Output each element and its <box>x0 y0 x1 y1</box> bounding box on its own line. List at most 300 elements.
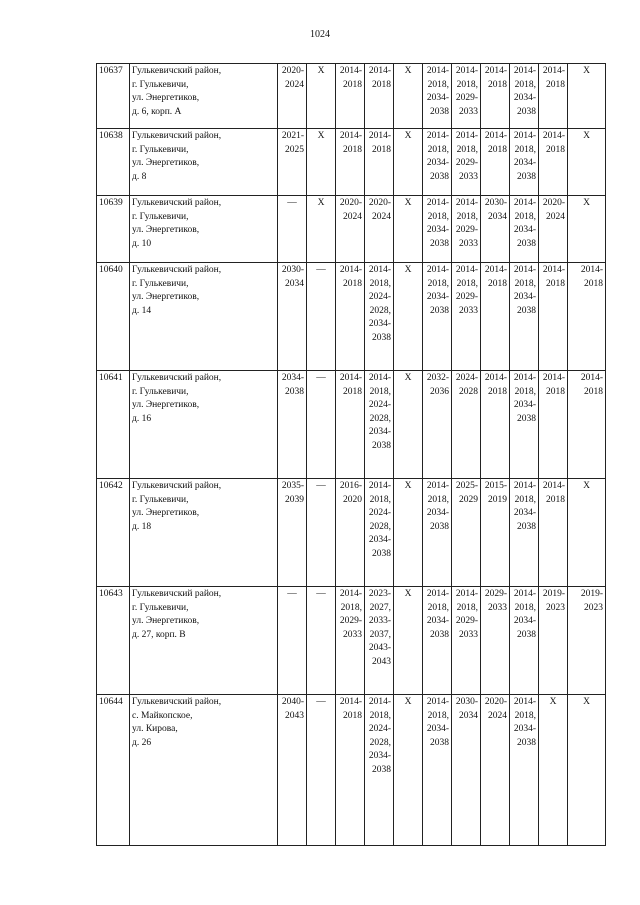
address-line: г. Гулькевичи, <box>132 211 189 222</box>
period-value: 2018 <box>343 144 362 155</box>
period-value: 2014- <box>339 131 362 141</box>
period-value: 2033 <box>459 238 478 249</box>
period-value: 2018, <box>427 278 449 289</box>
period-value: 2033 <box>459 106 478 117</box>
period-value: 2029- <box>339 616 362 626</box>
period-cell-col-11 <box>510 371 539 479</box>
period-value: 2038 <box>372 548 391 559</box>
period-value: 2018 <box>343 386 362 397</box>
address-cell <box>130 695 278 846</box>
period-cell-col-8 <box>423 587 452 695</box>
period-value: 2014- <box>426 589 449 599</box>
period-cell-col-9 <box>452 129 481 196</box>
period-cell-col-13 <box>568 263 606 371</box>
period-value: 2038 <box>430 305 449 316</box>
period-value: 2018, <box>514 278 536 289</box>
period-value: 2024- <box>368 292 391 302</box>
period-value: 2034- <box>426 158 449 168</box>
period-value: 2034- <box>281 373 304 383</box>
period-value: 2018 <box>488 278 507 289</box>
period-value: 2038 <box>517 413 536 424</box>
address-line: д. 16 <box>132 413 152 424</box>
row-number: 10639 <box>97 196 130 263</box>
period-value: — <box>316 697 326 707</box>
period-value: 2030- <box>455 697 478 707</box>
period-value: — <box>316 373 326 383</box>
address-line: Гулькевичский район, <box>132 265 222 275</box>
period-cell-col-7 <box>394 695 423 846</box>
period-value: 2014- <box>426 265 449 275</box>
period-value: 2038 <box>517 521 536 532</box>
period-cell-col-8 <box>423 196 452 263</box>
period-value: 2018, <box>514 211 536 222</box>
period-cell-col-8 <box>423 695 452 846</box>
period-value: 2034 <box>285 278 304 289</box>
address-line: Гулькевичский район, <box>132 481 222 491</box>
period-value: 2014- <box>339 589 362 599</box>
period-cell-col-11 <box>510 64 539 129</box>
period-value: 2024 <box>372 211 391 222</box>
period-value: 2014- <box>339 697 362 707</box>
period-value: 2034- <box>426 292 449 302</box>
address-line: ул. Энергетиков, <box>132 93 200 103</box>
period-cell-col-3 <box>278 263 307 371</box>
period-value: 2027, <box>369 602 391 613</box>
period-value: Х <box>549 697 557 707</box>
period-value: 2029 <box>459 494 478 505</box>
period-value: 2019- <box>580 589 603 599</box>
period-value: 2018, <box>456 278 478 289</box>
period-value: 2038 <box>372 440 391 451</box>
period-value: 2034- <box>513 158 536 168</box>
address-line: г. Гулькевичи, <box>132 386 189 397</box>
period-value: Х <box>317 131 325 141</box>
period-value: 2018, <box>427 79 449 90</box>
period-value: 2033 <box>488 602 507 613</box>
address-line: ул. Энергетиков, <box>132 400 200 410</box>
period-value: 2019- <box>542 589 565 599</box>
period-cell-col-9 <box>452 695 481 846</box>
period-value: Х <box>404 131 412 141</box>
period-value: 2018, <box>514 144 536 155</box>
period-cell-col-5 <box>336 695 365 846</box>
period-cell-col-5 <box>336 64 365 129</box>
address-line: д. 18 <box>132 521 152 532</box>
period-value: 2038 <box>517 238 536 249</box>
period-value: — <box>287 589 297 599</box>
period-value: Х <box>583 66 590 76</box>
period-cell-col-10 <box>481 371 510 479</box>
period-value: 2030- <box>484 198 507 208</box>
period-value: — <box>316 265 326 275</box>
period-value: 2024 <box>546 211 565 222</box>
period-cell-col-11 <box>510 196 539 263</box>
period-value: 2038 <box>517 106 536 117</box>
registry-table <box>96 63 606 846</box>
period-value: Х <box>404 265 412 275</box>
period-value: 2018, <box>514 386 536 397</box>
period-value: 2014- <box>513 697 536 707</box>
period-value: 2034- <box>513 400 536 410</box>
address-line: д. 26 <box>132 737 152 748</box>
period-value: 2014- <box>484 66 507 76</box>
period-value: 2014- <box>513 373 536 383</box>
period-cell-col-3 <box>278 129 307 196</box>
period-cell-col-9 <box>452 196 481 263</box>
period-value: 2029- <box>455 616 478 626</box>
row-number: 10643 <box>97 587 130 695</box>
period-cell-col-9 <box>452 587 481 695</box>
period-cell-col-6 <box>365 587 394 695</box>
period-value: 2014- <box>513 198 536 208</box>
period-value: 2018, <box>456 211 478 222</box>
period-cell-col-10 <box>481 263 510 371</box>
period-cell-col-11 <box>510 479 539 587</box>
period-cell-col-3 <box>278 695 307 846</box>
period-value: 2033 <box>343 629 362 640</box>
address-line: д. 27, корп. В <box>132 629 186 640</box>
period-value: 2018 <box>488 144 507 155</box>
period-cell-col-8 <box>423 263 452 371</box>
address-line: ул. Энергетиков, <box>132 616 200 626</box>
period-cell-col-3 <box>278 371 307 479</box>
period-value: 2034- <box>426 724 449 734</box>
period-value: 2014- <box>580 373 603 383</box>
period-value: 2038 <box>517 629 536 640</box>
period-cell-col-12 <box>539 196 568 263</box>
period-value: 2025- <box>455 481 478 491</box>
period-value: 2014- <box>484 131 507 141</box>
period-value: 2038 <box>430 106 449 117</box>
address-line: Гулькевичский район, <box>132 589 222 599</box>
period-value: Х <box>404 66 412 76</box>
period-cell-col-9 <box>452 263 481 371</box>
period-cell-col-4 <box>307 196 336 263</box>
period-value: 2036 <box>430 386 449 397</box>
period-cell-col-12 <box>539 371 568 479</box>
period-value: 2014- <box>542 131 565 141</box>
period-value: 2014- <box>426 131 449 141</box>
period-value: 2038 <box>517 171 536 182</box>
period-value: 2034- <box>513 93 536 103</box>
period-value: 2014- <box>455 198 478 208</box>
period-value: 2018 <box>343 79 362 90</box>
period-cell-col-6 <box>365 479 394 587</box>
period-value: 2014- <box>455 66 478 76</box>
period-value: 2018, <box>369 710 391 721</box>
period-value: 2014- <box>368 131 391 141</box>
period-value: 2014- <box>426 198 449 208</box>
period-value: 2014- <box>484 265 507 275</box>
period-value: 2024 <box>285 79 304 90</box>
period-value: Х <box>583 198 590 208</box>
period-value: 2020 <box>343 494 362 505</box>
period-cell-col-3 <box>278 196 307 263</box>
period-value: 2014- <box>426 66 449 76</box>
period-value: 2018 <box>546 144 565 155</box>
period-cell-col-6 <box>365 263 394 371</box>
period-cell-col-11 <box>510 129 539 196</box>
period-value: 2028, <box>369 413 391 424</box>
period-value: 2023- <box>368 589 391 599</box>
period-value: 2033- <box>368 616 391 626</box>
period-cell-col-5 <box>336 263 365 371</box>
row-number: 10644 <box>97 695 130 846</box>
address-cell <box>130 371 278 479</box>
period-value: Х <box>317 198 325 208</box>
table-row <box>97 371 606 479</box>
period-value: 2018, <box>427 211 449 222</box>
period-cell-col-10 <box>481 129 510 196</box>
address-cell <box>130 196 278 263</box>
period-value: 2018 <box>584 386 603 397</box>
period-value: 2018, <box>340 602 362 613</box>
row-number: 10638 <box>97 129 130 196</box>
period-cell-col-9 <box>452 371 481 479</box>
period-value: 2023 <box>546 602 565 613</box>
period-value: 2021- <box>281 131 304 141</box>
period-value: 2038 <box>372 764 391 775</box>
period-cell-col-7 <box>394 587 423 695</box>
period-cell-col-5 <box>336 479 365 587</box>
period-value: 2018, <box>514 79 536 90</box>
period-value: Х <box>404 481 412 491</box>
period-value: 2024- <box>368 400 391 410</box>
period-value: 2038 <box>430 737 449 748</box>
period-cell-col-4 <box>307 263 336 371</box>
period-value: — <box>316 589 326 599</box>
period-value: 2038 <box>430 238 449 249</box>
period-cell-col-8 <box>423 64 452 129</box>
period-value: 2014- <box>368 265 391 275</box>
period-value: 2043- <box>368 643 391 653</box>
period-value: Х <box>404 373 412 383</box>
period-value: Х <box>317 66 325 76</box>
period-cell-col-11 <box>510 587 539 695</box>
period-value: 2038 <box>430 521 449 532</box>
period-value: 2018, <box>456 79 478 90</box>
period-value: 2018 <box>546 386 565 397</box>
address-line: ул. Энергетиков, <box>132 508 200 518</box>
period-value: 2038 <box>517 737 536 748</box>
period-value: 2020- <box>281 66 304 76</box>
period-value: 2018 <box>546 79 565 90</box>
period-value: 2014- <box>542 481 565 491</box>
address-line: Гулькевичский район, <box>132 697 222 707</box>
period-value: 2024 <box>343 211 362 222</box>
period-value: 2034- <box>368 319 391 329</box>
period-value: 2034- <box>368 751 391 761</box>
period-value: — <box>316 481 326 491</box>
period-value: 2030- <box>281 265 304 275</box>
address-line: ул. Кирова, <box>132 724 178 734</box>
period-cell-col-8 <box>423 479 452 587</box>
period-value: 2025 <box>285 144 304 155</box>
period-cell-col-12 <box>539 695 568 846</box>
address-cell <box>130 479 278 587</box>
period-value: 2014- <box>368 697 391 707</box>
address-cell <box>130 587 278 695</box>
period-value: 2015- <box>484 481 507 491</box>
registry-body <box>97 64 606 846</box>
period-cell-col-13 <box>568 196 606 263</box>
period-value: 2018 <box>343 278 362 289</box>
period-value: 2020- <box>339 198 362 208</box>
period-value: 2014- <box>368 373 391 383</box>
address-line: г. Гулькевичи, <box>132 494 189 505</box>
period-value: 2020- <box>484 697 507 707</box>
period-value: 2034- <box>513 724 536 734</box>
period-value: 2034- <box>513 292 536 302</box>
period-value: 2018, <box>456 144 478 155</box>
period-cell-col-6 <box>365 64 394 129</box>
period-value: 2018 <box>546 278 565 289</box>
period-value: 2034- <box>513 508 536 518</box>
period-cell-col-4 <box>307 587 336 695</box>
period-value: 2028, <box>369 521 391 532</box>
period-cell-col-4 <box>307 479 336 587</box>
period-cell-col-7 <box>394 64 423 129</box>
period-value: 2035- <box>281 481 304 491</box>
address-cell <box>130 64 278 129</box>
period-cell-col-4 <box>307 695 336 846</box>
period-cell-col-8 <box>423 371 452 479</box>
period-value: 2018, <box>427 144 449 155</box>
period-value: 2034 <box>488 211 507 222</box>
period-value: 2020- <box>542 198 565 208</box>
period-cell-col-9 <box>452 64 481 129</box>
period-value: Х <box>404 589 412 599</box>
period-value: 2038 <box>372 332 391 343</box>
period-value: 2018, <box>514 494 536 505</box>
period-value: 2038 <box>430 629 449 640</box>
period-value: 2018 <box>343 710 362 721</box>
period-cell-col-8 <box>423 129 452 196</box>
period-cell-col-5 <box>336 129 365 196</box>
period-cell-col-10 <box>481 479 510 587</box>
period-cell-col-7 <box>394 479 423 587</box>
period-value: 2014- <box>368 481 391 491</box>
period-value: 2028, <box>369 305 391 316</box>
period-value: 2024- <box>368 508 391 518</box>
period-value: 2018, <box>427 602 449 613</box>
address-line: с. Майкопское, <box>132 710 193 721</box>
period-cell-col-7 <box>394 371 423 479</box>
period-value: 2034- <box>368 535 391 545</box>
period-value: 2032- <box>426 373 449 383</box>
period-value: 2034- <box>368 427 391 437</box>
period-cell-col-12 <box>539 64 568 129</box>
address-line: д. 14 <box>132 305 152 316</box>
period-value: 2034- <box>426 508 449 518</box>
address-line: д. 10 <box>132 238 152 249</box>
period-value: 2034- <box>426 225 449 235</box>
period-value: 2040- <box>281 697 304 707</box>
address-line: г. Гулькевичи, <box>132 278 189 289</box>
row-number: 10641 <box>97 371 130 479</box>
period-cell-col-11 <box>510 695 539 846</box>
period-value: 2014- <box>455 265 478 275</box>
period-cell-col-13 <box>568 129 606 196</box>
period-cell-col-5 <box>336 371 365 479</box>
period-cell-col-4 <box>307 371 336 479</box>
period-value: Х <box>583 481 590 491</box>
period-value: 2018, <box>369 386 391 397</box>
period-value: 2018, <box>514 602 536 613</box>
period-value: Х <box>404 697 412 707</box>
address-line: Гулькевичский район, <box>132 66 222 76</box>
period-value: 2018 <box>488 386 507 397</box>
period-value: 2033 <box>459 171 478 182</box>
period-value: 2020- <box>368 198 391 208</box>
period-cell-col-6 <box>365 695 394 846</box>
period-value: 2033 <box>459 305 478 316</box>
period-value: 2014- <box>513 131 536 141</box>
period-value: 2028, <box>369 737 391 748</box>
period-cell-col-5 <box>336 196 365 263</box>
period-value: 2034- <box>513 616 536 626</box>
period-value: — <box>287 198 297 208</box>
period-value: 2029- <box>455 93 478 103</box>
page-number: 1024 <box>310 29 330 40</box>
address-line: ул. Энергетиков, <box>132 292 200 302</box>
address-line: Гулькевичский район, <box>132 131 222 141</box>
table-row <box>97 479 606 587</box>
period-value: 2014- <box>580 265 603 275</box>
address-line: г. Гулькевичи, <box>132 602 189 613</box>
table-row <box>97 196 606 263</box>
table-row <box>97 129 606 196</box>
period-value: 2029- <box>455 225 478 235</box>
period-value: 2024- <box>455 373 478 383</box>
period-cell-col-13 <box>568 371 606 479</box>
period-cell-col-7 <box>394 263 423 371</box>
period-cell-col-3 <box>278 479 307 587</box>
period-cell-col-4 <box>307 129 336 196</box>
period-value: 2038 <box>285 386 304 397</box>
period-cell-col-13 <box>568 695 606 846</box>
period-cell-col-10 <box>481 196 510 263</box>
address-line: д. 8 <box>132 171 147 182</box>
period-cell-col-13 <box>568 587 606 695</box>
period-value: 2038 <box>517 305 536 316</box>
period-value: 2018, <box>427 494 449 505</box>
period-value: 2014- <box>426 697 449 707</box>
period-value: 2014- <box>542 265 565 275</box>
period-cell-col-12 <box>539 479 568 587</box>
address-line: Гулькевичский район, <box>132 373 222 383</box>
period-value: 2038 <box>430 171 449 182</box>
period-cell-col-7 <box>394 196 423 263</box>
address-line: г. Гулькевичи, <box>132 79 189 90</box>
period-value: 2014- <box>339 265 362 275</box>
period-value: 2037, <box>369 629 391 640</box>
period-value: 2014- <box>368 66 391 76</box>
period-value: 2029- <box>484 589 507 599</box>
period-cell-col-10 <box>481 64 510 129</box>
period-value: 2039 <box>285 494 304 505</box>
table-row <box>97 695 606 846</box>
period-value: 2034 <box>459 710 478 721</box>
period-cell-col-13 <box>568 64 606 129</box>
period-value: 2043 <box>285 710 304 721</box>
address-line: ул. Энергетиков, <box>132 158 200 168</box>
period-value: 2043 <box>372 656 391 667</box>
period-value: 2018, <box>514 710 536 721</box>
period-value: 2014- <box>426 481 449 491</box>
period-cell-col-6 <box>365 196 394 263</box>
period-value: 2014- <box>339 373 362 383</box>
